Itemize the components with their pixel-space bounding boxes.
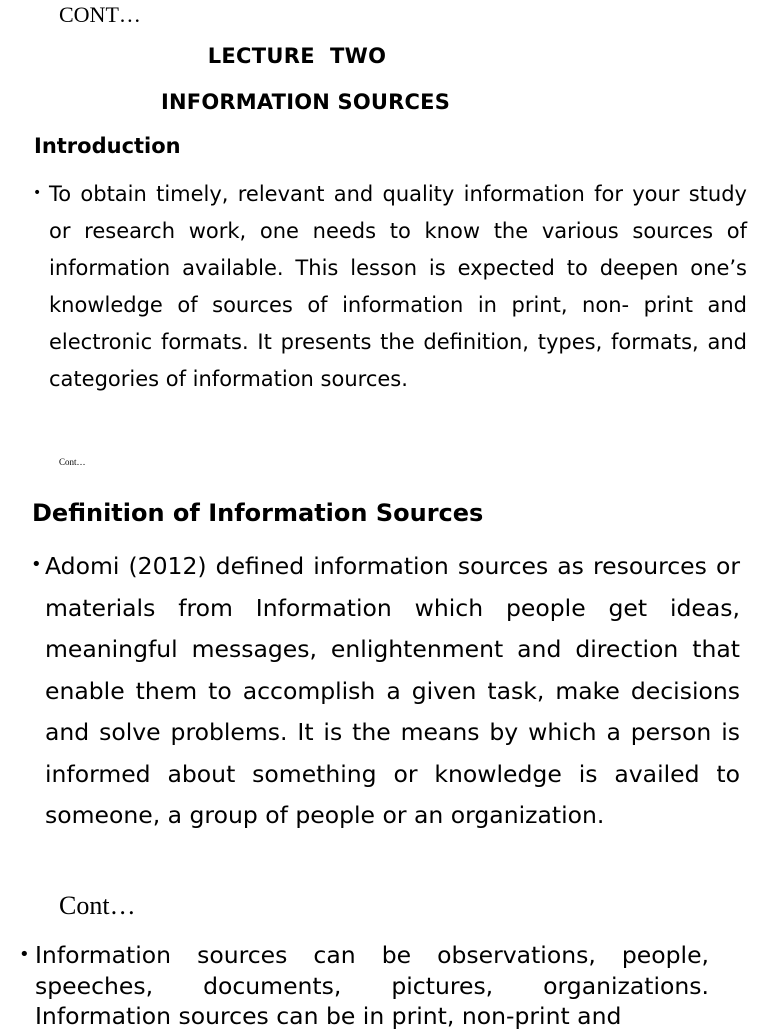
definition-paragraph: Adomi (2012) defined information sources as resources or materials from Information which people get ideas, meaningful messages, enlightenment and direction that enable them to accomplish a given task, make decisions and solve problems. It is the means by which a person is informed about something or knowledge is availed to someone, a group of people or an organization. xyxy=(45,552,740,829)
section-heading-definition: Definition of Information Sources xyxy=(32,499,484,527)
bullet-icon: • xyxy=(19,944,30,965)
lecture-title: LECTURE TWO xyxy=(207,44,387,68)
bullet-icon: • xyxy=(31,554,42,575)
bullet-icon: • xyxy=(33,185,42,201)
section-heading-introduction: Introduction xyxy=(34,134,181,158)
introduction-paragraph: To obtain timely, relevant and quality information for your study or research work, one needs to know the various sources of information available. This lesson is expected to deepen one’s knowledge of sources of information in print, non- print and electronic formats. It presents the definition, types, formats, and categories of information sources. xyxy=(49,182,747,391)
cont-label-mid: Cont… xyxy=(59,891,136,920)
lecture-subtitle: INFORMATION SOURCES xyxy=(161,90,451,114)
cont-label-top: CONT… xyxy=(59,2,141,27)
cont-label-small: Cont… xyxy=(59,457,86,467)
information-sources-paragraph: Information sources can be observations, people, speeches, documents, pictures, organizations. Information sources can be in print, non-print and xyxy=(35,941,709,1030)
